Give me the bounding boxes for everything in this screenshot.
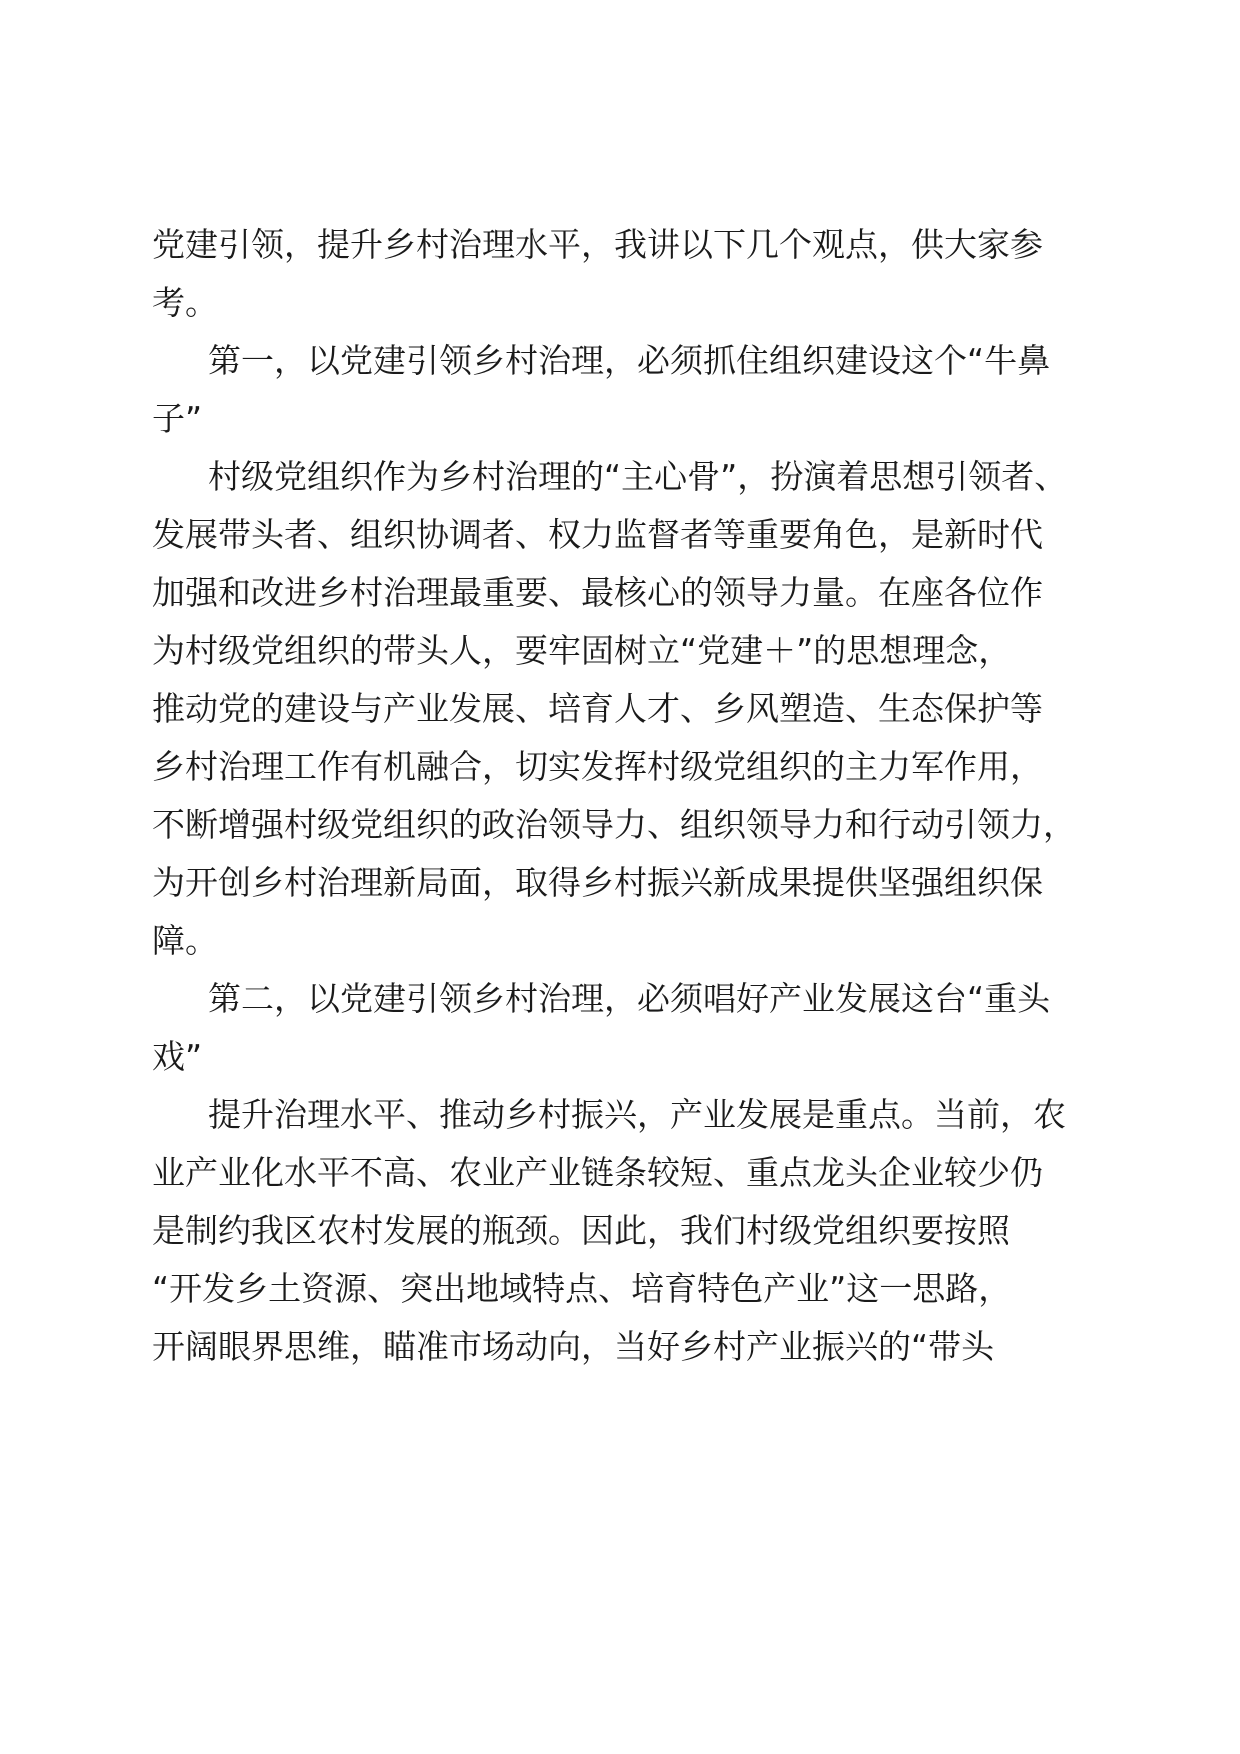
text-line: 是制约我区农村发展的瓶颈。因此，我们村级党组织要按照 [152,1211,1010,1250]
text-line: 发展带头者、组织协调者、权力监督者等重要角色，是新时代 [152,515,1043,554]
text-line: 加强和改进乡村治理最重要、最核心的领导力量。在座各位作 [152,573,1043,612]
text-line: 提升治理水平、推动乡村振兴，产业发展是重点。当前，农 [208,1095,1066,1134]
text-line: 推动党的建设与产业发展、培育人才、乡风塑造、生态保护等 [152,689,1043,728]
section-heading-2: 第二，以党建引领乡村治理，必须唱好产业发展这台“重头 [208,979,1051,1018]
section-heading-1-cont: 子” [152,399,203,438]
text-line: 为村级党组织的带头人，要牢固树立“党建＋”的思想理念， [152,631,1012,670]
text-line: 不断增强村级党组织的政治领导力、组织领导力和行动引领力， [152,805,1076,844]
text-line: 为开创乡村治理新局面，取得乡村振兴新成果提供坚强组织保 [152,863,1043,902]
section-heading-2-cont: 戏” [152,1037,203,1076]
text-line: 村级党组织作为乡村治理的“主心骨”，扮演着思想引领者、 [208,457,1068,496]
text-line: 考。 [152,283,218,322]
text-line: 开阔眼界思维，瞄准市场动向，当好乡村产业振兴的“带头 [152,1327,995,1366]
text-line: 业产业化水平不高、农业产业链条较短、重点龙头企业较少仍 [152,1153,1043,1192]
text-line: 党建引领，提升乡村治理水平，我讲以下几个观点，供大家参 [152,225,1043,264]
section-heading-1: 第一，以党建引领乡村治理，必须抓住组织建设这个“牛鼻 [208,341,1051,380]
text-line: 乡村治理工作有机融合，切实发挥村级党组织的主力军作用， [152,747,1043,786]
text-line: “开发乡土资源、突出地域特点、培育特色产业”这一思路， [152,1269,1012,1308]
text-line: 障。 [152,921,218,960]
